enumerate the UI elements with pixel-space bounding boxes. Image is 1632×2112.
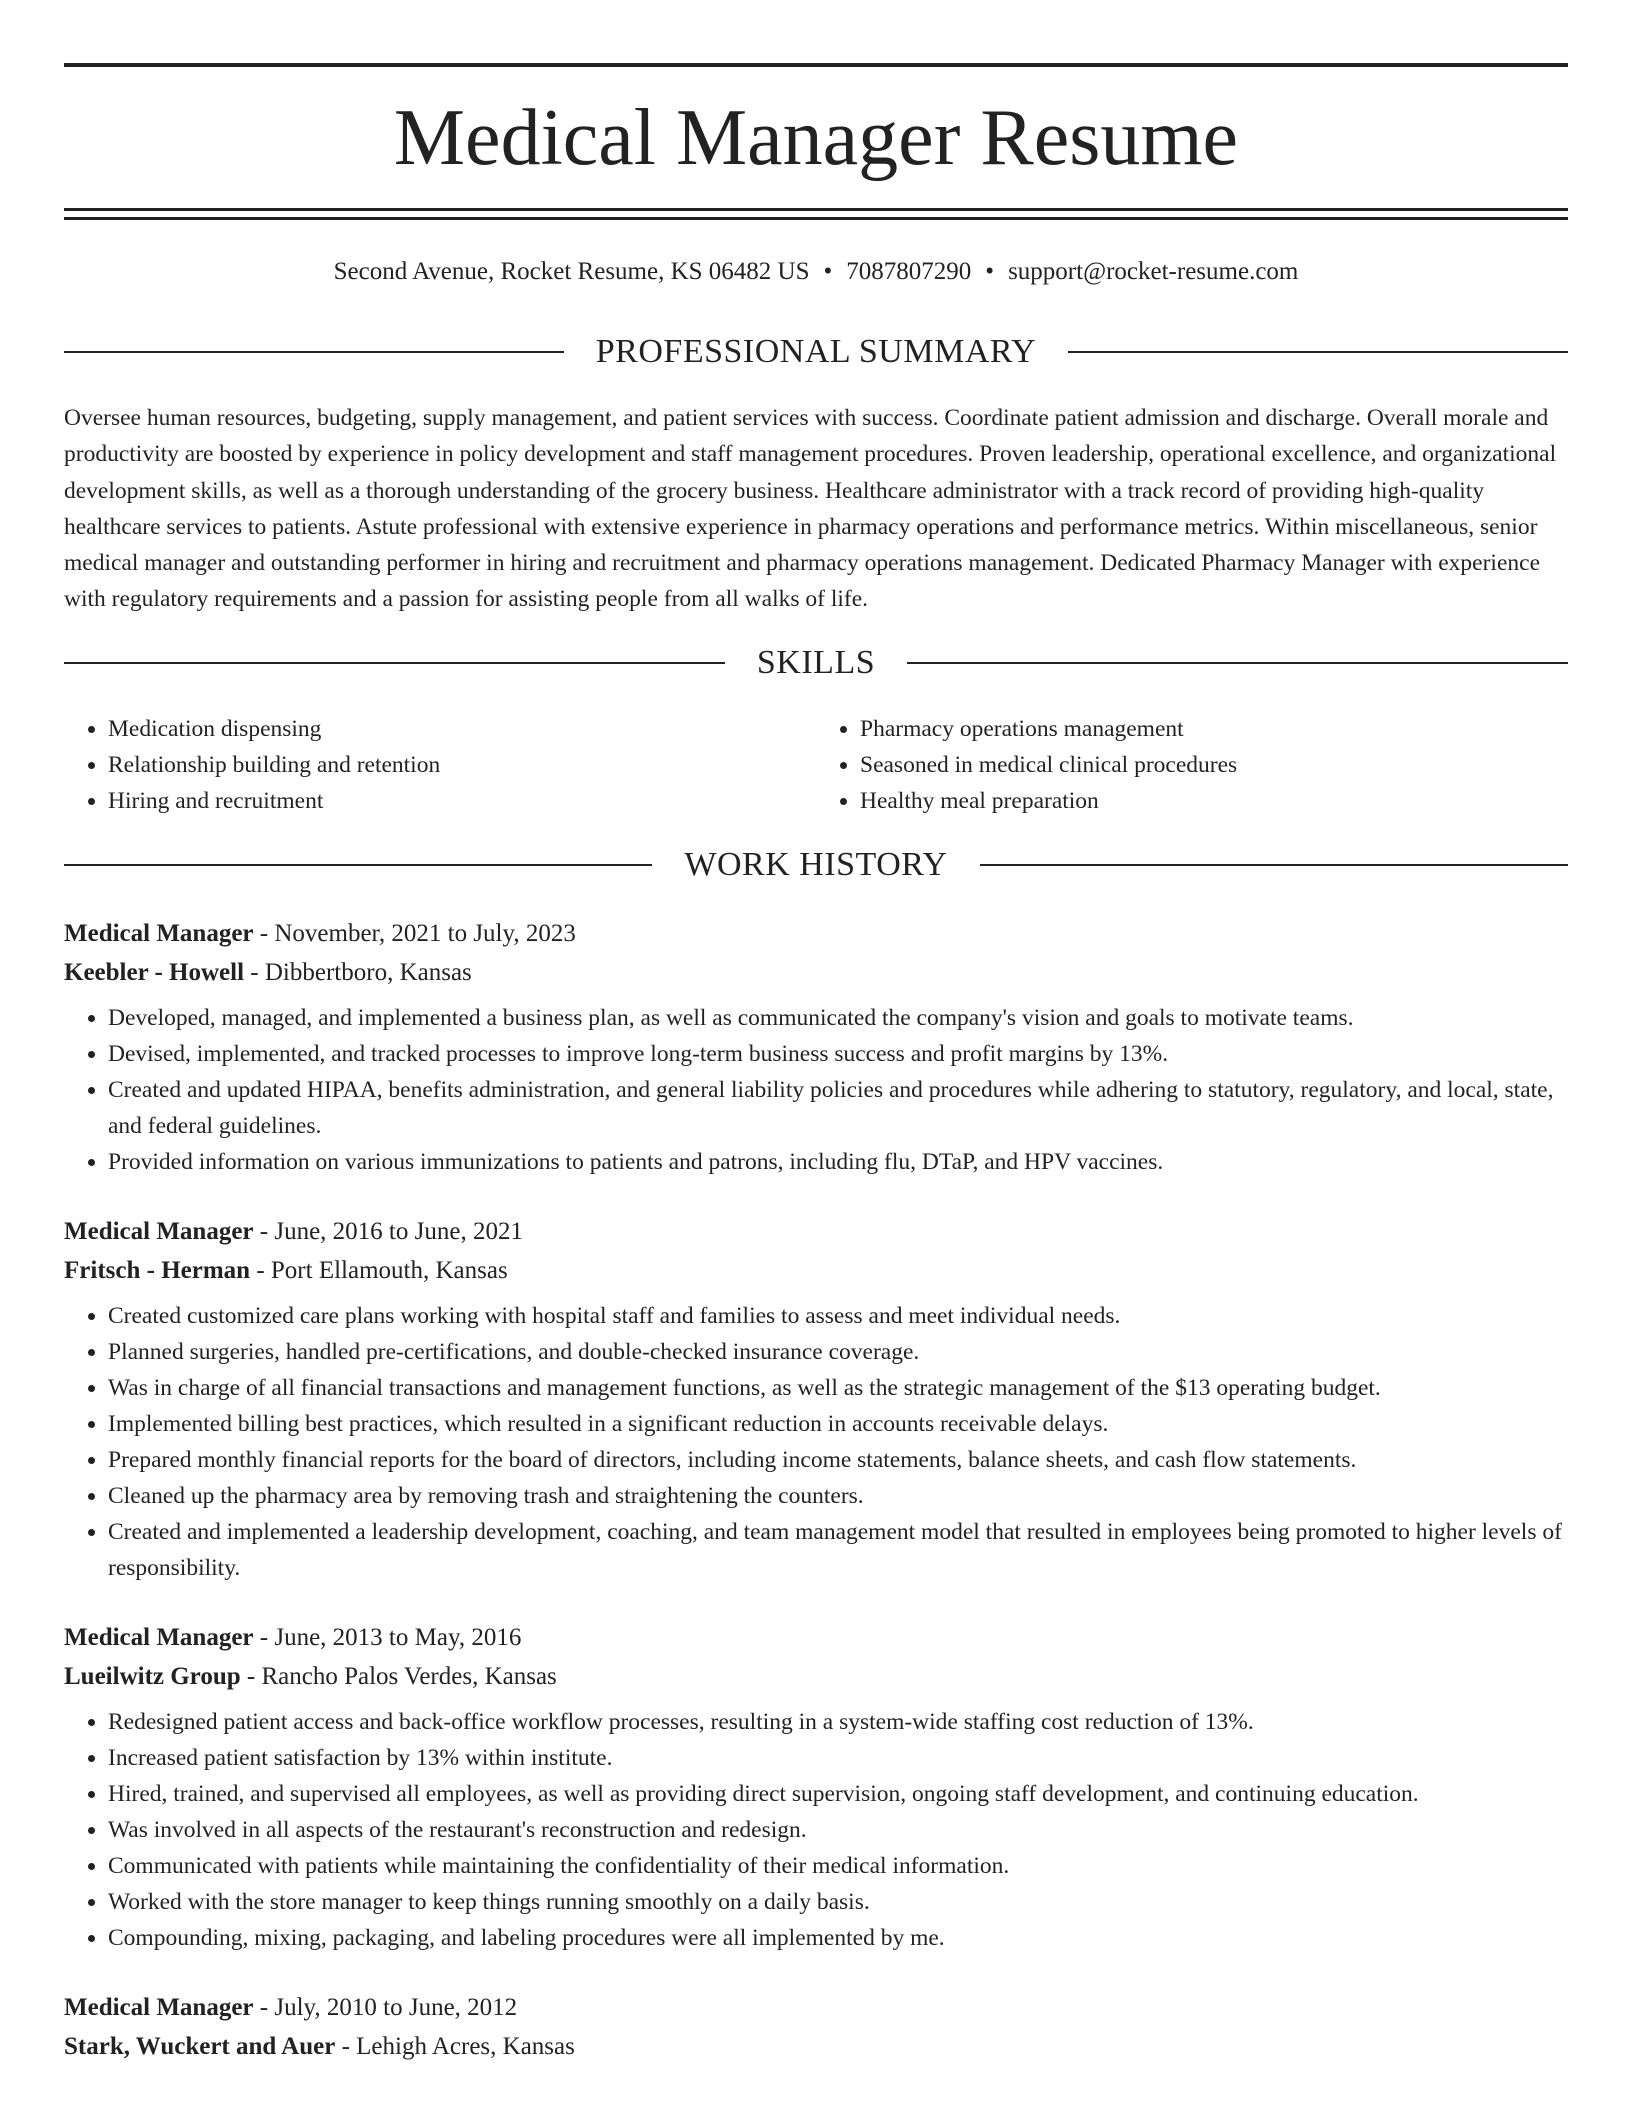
job-role: Medical Manager [64, 1218, 254, 1245]
job-location: - Port Ellamouth, Kansas [250, 1257, 508, 1284]
job-company: Lueilwitz Group [64, 1663, 241, 1690]
job-company-line [64, 1251, 1568, 1290]
job-location: - Rancho Palos Verdes, Kansas [240, 1663, 557, 1690]
skill-item: • Healthy meal preparation [860, 783, 1568, 819]
job-entry [64, 1618, 1568, 1956]
job-bullets [64, 1298, 1568, 1586]
job-bullet: • Hired, trained, and supervised all employees, as well as providing direct supervision, ongoing staff development, and continuing education. [108, 1776, 1568, 1812]
skills-heading [64, 643, 1568, 683]
job-bullets [64, 1704, 1568, 1956]
skills-list [64, 711, 1568, 819]
job-dates: - November, 2021 to July, 2023 [253, 920, 576, 947]
job-bullet: • Compounding, mixing, packaging, and labeling procedures were all implemented by me. [108, 1920, 1568, 1956]
contact-separator: • [823, 258, 833, 285]
job-company: Stark, Wuckert and Auer [64, 2033, 336, 2060]
job-company-line [64, 1657, 1568, 1696]
job-role: Medical Manager [64, 1624, 254, 1651]
job-title-line [64, 1988, 1568, 2027]
job-company: Keebler - Howell [64, 959, 245, 986]
summary-heading [64, 332, 1568, 372]
job-location: - Lehigh Acres, Kansas [335, 2033, 575, 2060]
job-entry [64, 1212, 1568, 1586]
heading-rule-right [980, 864, 1568, 866]
job-dates: - June, 2016 to June, 2021 [253, 1218, 523, 1245]
job-bullets [64, 1000, 1568, 1180]
work-history-list [64, 914, 1568, 2098]
header-top-rule [64, 63, 1568, 67]
job-bullet: • Planned surgeries, handled pre-certifications, and double-checked insurance coverage. [108, 1334, 1568, 1370]
job-bullet: • Developed, managed, and implemented a business plan, as well as communicated the company's vision and goals to motivate teams. [108, 1000, 1568, 1036]
job-bullet: • Created customized care plans working with hospital staff and families to assess and meet individual needs. [108, 1298, 1568, 1334]
work-heading [64, 845, 1568, 885]
heading-rule-left [64, 662, 725, 664]
skills-column-right [816, 711, 1568, 819]
job-title-line [64, 1212, 1568, 1251]
job-bullet: • Worked with the store manager to keep things running smoothly on a daily basis. [108, 1884, 1568, 1920]
job-bullet: • Provided information on various immunizations to patients and patrons, including flu, DTaP, and HPV vaccines. [108, 1144, 1568, 1180]
skill-item: • Pharmacy operations management [860, 711, 1568, 747]
summary-text: Oversee human resources, budgeting, supply management, and patient services with success. Coordinate patient admission and discharge. Overall morale and productivity are boosted by experience in policy development and staff management procedures. Proven leadership, operational excellence, and organizational development skills, as well as a thorough understanding of the grocery business. Healthcare administrator with a track record of providing high-quality healthcare services to patients. Astute professional with extensive experience in pharmacy operations and performance metrics. Within miscellaneous, senior medical manager and outstanding performer in hiring and recruitment and pharmacy operations management. Dedicated Pharmacy Manager with experience with regulatory requirements and a passion for assisting people from all walks of life. [64, 405, 1557, 613]
heading-rule-left [64, 864, 652, 866]
skill-item: • Seasoned in medical clinical procedures [860, 747, 1568, 783]
skill-item: • Hiring and recruitment [108, 783, 816, 819]
job-entry [64, 914, 1568, 1180]
contact-phone: 7087807290 [846, 258, 972, 285]
job-company: Fritsch - Herman [64, 1257, 251, 1284]
job-bullet: • Prepared monthly financial reports for the board of directors, including income statements, balance sheets, and cash flow statements. [108, 1442, 1568, 1478]
job-title-line [64, 1618, 1568, 1657]
job-bullet: • Redesigned patient access and back-office workflow processes, resulting in a system-wide staffing cost reduction of 13%. [108, 1704, 1568, 1740]
job-bullet: • Devised, implemented, and tracked processes to improve long-term business success and profit margins by 13%. [108, 1036, 1568, 1072]
job-entry [64, 1988, 1568, 2066]
job-bullet: • Implemented billing best practices, which resulted in a significant reduction in accounts receivable delays. [108, 1406, 1568, 1442]
job-role: Medical Manager [64, 920, 254, 947]
work-heading-label: WORK HISTORY [684, 846, 948, 883]
skill-item: • Medication dispensing [108, 711, 816, 747]
summary-heading-label: PROFESSIONAL SUMMARY [595, 333, 1037, 370]
heading-rule-right [1068, 351, 1568, 353]
page-title: Medical Manager Resume [393, 94, 1239, 182]
job-dates: - June, 2013 to May, 2016 [253, 1624, 522, 1651]
contact-line [64, 256, 1568, 288]
job-bullet: • Increased patient satisfaction by 13% within institute. [108, 1740, 1568, 1776]
job-bullet: • Was involved in all aspects of the restaurant's reconstruction and redesign. [108, 1812, 1568, 1848]
job-bullet: • Cleaned up the pharmacy area by removing trash and straightening the counters. [108, 1478, 1568, 1514]
contact-address: Second Avenue, Rocket Resume, KS 06482 US [333, 258, 810, 285]
skills-heading-label: SKILLS [756, 644, 876, 681]
job-bullet: • Was in charge of all financial transactions and management functions, as well as the strategic management of the $13 operating budget. [108, 1370, 1568, 1406]
contact-separator: • [985, 258, 995, 285]
contact-email: support@rocket-resume.com [1008, 258, 1299, 285]
job-role: Medical Manager [64, 1994, 254, 2021]
job-company-line [64, 953, 1568, 992]
skill-item: • Relationship building and retention [108, 747, 816, 783]
job-title-line [64, 914, 1568, 953]
job-dates: - July, 2010 to June, 2012 [253, 1994, 518, 2021]
job-bullet: • Created and updated HIPAA, benefits administration, and general liability policies and procedures while adhering to statutory, regulatory, and local, state, and federal guidelines. [108, 1072, 1568, 1144]
job-bullet: • Created and implemented a leadership development, coaching, and team management model that resulted in employees being promoted to higher levels of responsibility. [108, 1514, 1568, 1586]
skills-column-left [64, 711, 816, 819]
job-company-line [64, 2027, 1568, 2066]
heading-rule-right [907, 662, 1568, 664]
heading-rule-left [64, 351, 564, 353]
job-location: - Dibbertboro, Kansas [244, 959, 472, 986]
job-bullet: • Communicated with patients while maintaining the confidentiality of their medical information. [108, 1848, 1568, 1884]
header-double-rule [64, 208, 1568, 220]
